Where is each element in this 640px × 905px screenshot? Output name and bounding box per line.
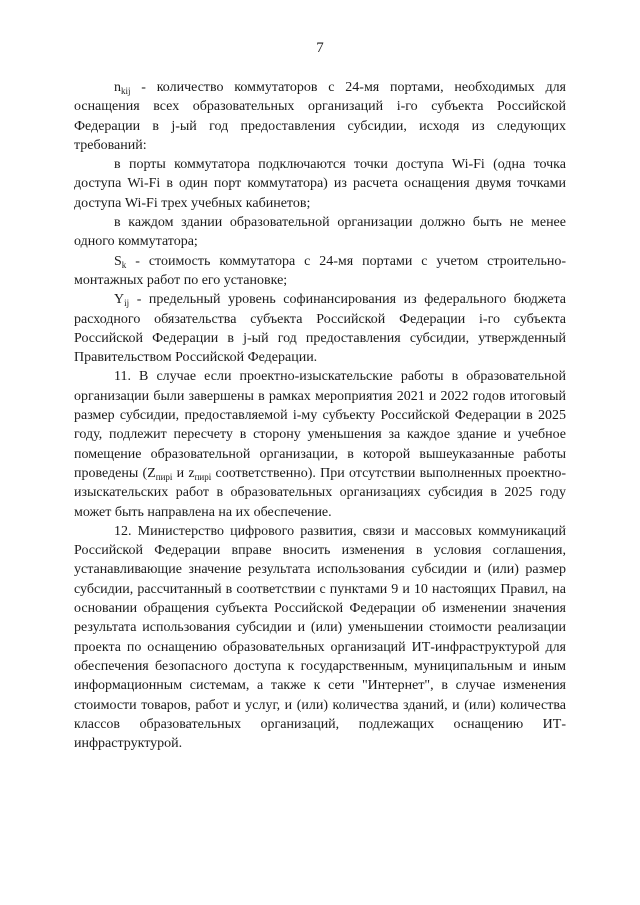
variable-symbol: Y xyxy=(114,292,125,308)
variable-subscript: k xyxy=(121,259,127,270)
clause-12: 12. Министерство цифрового развития, связи и массовых коммуникаций Российской Федерации вправе вносить изменения в условия соглашения, устанавливающие значение результата использования субсидии и (или) размер субсидии, рассчитанный в соответствии с пунктами 9 и 10 настоящих Правил, на основании обращения субъекта Российской Федерации об изменении значения результата использования субсидии и (или) уменьшении стоимости реализации проекта по оснащению образовательных организаций ИТ-инфраструктурой для обеспечения безопасного доступа к государственным, муниципальным и иным информационным системам, а также к сети "Интернет", в случае изменения стоимости товаров, работ и услуг, и (или) количества зданий, и (или) количества классов образовательных организаций, подлежащих оснащению ИТ-инфраструктурой. xyxy=(74,523,566,752)
requirement-wifi: в порты коммутатора подключаются точки доступа Wi-Fi (одна точка доступа Wi-Fi в один порт коммутатора) из расчета оснащения двумя точками доступа Wi-Fi трех учебных кабинетов; xyxy=(74,157,566,211)
definition-text: - предельный уровень софинансирования из федерального бюджета расходного обязательства субъекта Российской Федерации i-го субъекта Российской Федерации в j-ый год предоставления субсидии, утвержденный Правительством Российской Федерации. xyxy=(74,292,566,366)
variable-subscript: kij xyxy=(121,86,131,96)
clause-text: и z xyxy=(172,465,195,481)
definition-text: - стоимость коммутатора с 24-мя портами с учетом строительно-монтажных работ по его установке; xyxy=(74,253,566,288)
variable-subscript: пирi xyxy=(155,471,173,482)
page-number: 7 xyxy=(316,40,324,56)
variable-subscript: ij xyxy=(124,298,130,309)
variable-subscript: пирi xyxy=(194,471,212,482)
definition-s-k xyxy=(74,252,566,291)
clause-text: 11. В случае если проектно-изыскательские работы в образовательной организации были завершены в рамках мероприятия 2021 и 2022 годов итоговый размер субсидии, предоставляемой i-му субъекту Российской Федерации в 2025 году, подлежит пересчету в сторону уменьшения за каждое здание и учебное помещение образовательной организации, в которой вышеуказанные работы проведены (Z xyxy=(74,369,566,481)
definition-n-kij xyxy=(74,78,566,155)
variable-symbol: n xyxy=(114,80,121,95)
document-body xyxy=(74,78,566,753)
requirement-switch-per-building: в каждом здании образовательной организации должно быть не менее одного коммутатора; xyxy=(74,215,566,250)
clause-text: соответственно). При отсутствии выполненных проектно-изыскательских работ в образовательных организациях субсидия в 2025 году может быть направлена на их обеспечение. xyxy=(74,465,566,520)
variable-symbol: S xyxy=(114,253,122,269)
clause-11 xyxy=(74,367,566,521)
definition-y-ij xyxy=(74,290,566,367)
definition-text: - количество коммутаторов с 24-мя портами, необходимых для оснащения всех образовательных организаций i-го субъекта Российской Федерации в j-ый год предоставления субсидии, исходя из следующих требований: xyxy=(74,80,566,153)
